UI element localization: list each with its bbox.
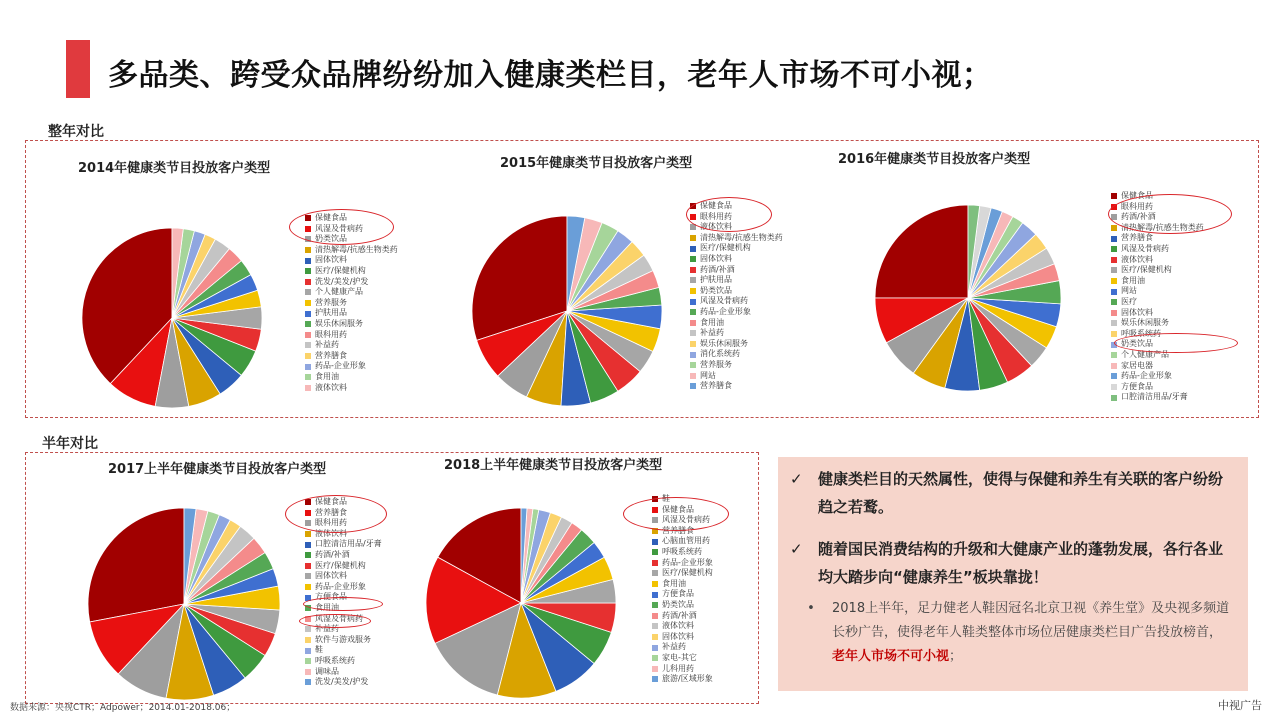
highlight-ring-2015 (686, 197, 772, 232)
legend-label: 食用油 (315, 371, 339, 381)
legend-swatch (690, 309, 696, 315)
legend-label: 奶类饮品 (1121, 339, 1153, 349)
data-source: 数据来源：央视CTR；Adpower；2014.01-2018.06； (10, 703, 236, 713)
chart-title-2017h1: 2017上半年健康类节目投放客户类型 (108, 462, 327, 477)
legend-item (690, 381, 783, 392)
legend-label: 医疗/保健机构 (700, 243, 751, 253)
legend-label: 呼吸系统药 (1121, 328, 1161, 338)
legend-swatch (1111, 267, 1117, 273)
legend-label: 营养膳食 (1121, 233, 1153, 243)
chart-title-2018h1: 2018上半年健康类节目投放客户类型 (444, 458, 663, 473)
legend-item (690, 371, 783, 382)
legend-swatch (1111, 193, 1117, 199)
legend-label: 消化系统药 (700, 349, 740, 359)
pie-chart-2016 (875, 205, 1061, 391)
title-accent-bar (66, 40, 90, 98)
legend-label: 液体饮料 (1121, 254, 1153, 264)
legend-swatch (1111, 299, 1117, 305)
legend-item (305, 667, 382, 678)
legend-item (652, 589, 713, 600)
legend-label: 医疗 (1121, 296, 1137, 306)
legend-label: 娱乐休闲服务 (315, 318, 363, 328)
legend-label: 方便食品 (315, 592, 347, 602)
section-label-full-year: 整年对比 (48, 124, 104, 140)
legend-swatch (690, 235, 696, 241)
legend-label: 药品-企业形象 (700, 306, 751, 316)
legend-label: 眼科用药 (315, 518, 347, 528)
legend-swatch (305, 279, 311, 285)
legend-swatch (305, 669, 311, 675)
legend-swatch (305, 626, 311, 632)
chart-title-2014: 2014年健康类节目投放客户类型 (78, 161, 271, 176)
legend-swatch (690, 383, 696, 389)
legend-item (652, 579, 713, 590)
legend-label: 药酒/补酒 (1121, 212, 1156, 222)
legend-swatch (305, 658, 311, 664)
legend-swatch (690, 373, 696, 379)
legend-label: 奶类饮品 (700, 285, 732, 295)
legend-swatch (305, 563, 311, 569)
legend-swatch (305, 364, 311, 370)
legend-swatch (305, 332, 311, 338)
legend-item (652, 611, 713, 622)
legend-label: 保健食品 (315, 213, 347, 222)
legend-item (652, 600, 713, 611)
legend-label: 保健食品 (700, 201, 732, 210)
legend-item (1111, 244, 1204, 255)
chart-title-2015: 2015年健康类节目投放客户类型 (500, 156, 693, 171)
check-mark-icon: ✓ (790, 470, 803, 488)
insight-sub-text (832, 597, 1234, 669)
legend-label: 营养膳食 (700, 381, 732, 391)
legend-swatch (690, 320, 696, 326)
legend-item (652, 674, 713, 685)
legend-swatch (1111, 320, 1117, 326)
legend-swatch (305, 573, 311, 579)
legend-swatch (305, 268, 311, 274)
highlight-ring-2018h1 (623, 497, 729, 531)
legend-swatch (652, 634, 658, 640)
legend-swatch (1111, 331, 1117, 337)
legend-item (305, 266, 398, 277)
legend-label: 洗发/美发/护发 (315, 276, 369, 286)
legend-label: 营养膳食 (315, 507, 347, 517)
legend-label: 药品-企业形象 (662, 557, 713, 567)
legend-label: 药品-企业形象 (315, 581, 366, 591)
legend-swatch (305, 531, 311, 537)
legend-label: 清热解毒/抗感生物类药 (315, 244, 398, 254)
legend-swatch (305, 321, 311, 327)
legend-swatch (1111, 236, 1117, 242)
legend-swatch (305, 353, 311, 359)
legend-label: 洗发/美发/护发 (315, 677, 369, 687)
legend-swatch (305, 374, 311, 380)
brand-name: 中视广告 (1218, 699, 1262, 712)
legend-item (305, 550, 382, 561)
legend-item (690, 233, 783, 244)
legend-swatch (1111, 246, 1117, 252)
legend-swatch (305, 247, 311, 253)
legend-label: 补益药 (315, 340, 339, 350)
legend-item (305, 245, 398, 256)
legend-swatch (305, 289, 311, 295)
legend-swatch (305, 385, 311, 391)
insight-text-2: 随着国民消费结构的升级和大健康产业的蓬勃发展，各行各业均大踏步向“健康养生”板块靠拢！ (818, 540, 1224, 586)
legend-item (305, 361, 398, 372)
legend-label: 医疗/保健机构 (315, 265, 366, 275)
bullet-dot-icon: • (807, 601, 815, 616)
legend-label: 奶类饮品 (662, 599, 694, 609)
legend-item (690, 286, 783, 297)
legend-label: 鞋 (315, 645, 323, 655)
check-mark-icon: ✓ (790, 540, 803, 558)
legend-label: 食用油 (315, 602, 339, 612)
legend-label: 口腔清洁用品/牙膏 (315, 539, 382, 549)
legend-swatch (690, 341, 696, 347)
legend-label: 医疗/保健机构 (1121, 265, 1172, 275)
legend-swatch (1111, 225, 1117, 231)
legend-label: 眼科用药 (1121, 201, 1153, 211)
legend-label: 风湿及骨病药 (1121, 243, 1169, 253)
legend-label: 娱乐休闲服务 (1121, 318, 1169, 328)
insight-box (778, 457, 1248, 691)
legend-label: 风湿及骨病药 (700, 296, 748, 306)
legend-item (1111, 382, 1204, 393)
legend-label: 补益药 (662, 642, 686, 652)
legend-swatch (652, 602, 658, 608)
legend-item (305, 351, 398, 362)
legend-item (690, 296, 783, 307)
legend-swatch (305, 648, 311, 654)
legend-label: 心脑血管用药 (662, 536, 710, 546)
sub-text-end: ； (949, 649, 963, 664)
legend-label: 眼科用药 (700, 211, 732, 221)
legend-item (1111, 265, 1204, 276)
legend-label: 呼吸系统药 (662, 546, 702, 556)
legend-label: 药品-企业形象 (1121, 371, 1172, 381)
legend-swatch (1111, 257, 1117, 263)
legend-item (305, 372, 398, 383)
legend-item (1111, 276, 1204, 287)
legend-swatch (690, 299, 696, 305)
insight-text-1: 健康类栏目的天然属性，使得与保健和养生有关联的客户纷纷趋之若鹜。 (818, 470, 1224, 516)
legend-label: 药品-企业形象 (315, 361, 366, 371)
legend-swatch (1111, 278, 1117, 284)
legend-swatch (652, 592, 658, 598)
insight-sub-bullet (790, 597, 1234, 669)
highlight-ring-2017h1-bottom (299, 614, 371, 628)
legend-label: 方便食品 (662, 589, 694, 599)
insight-bullet-2 (790, 535, 1234, 591)
legend-label: 个人健康产品 (315, 287, 363, 297)
legend-swatch (690, 256, 696, 262)
legend-label: 营养服务 (315, 297, 347, 307)
legend-item (305, 645, 382, 656)
legend-item (305, 287, 398, 298)
legend-item (305, 319, 398, 330)
legend-label: 清热解毒/抗感生物类药 (700, 232, 783, 242)
page-title: 多品类、跨受众品牌纷纷加入健康类栏目，老年人市场不可小视； (108, 58, 993, 93)
legend-item (305, 635, 382, 646)
legend-label: 液体饮料 (700, 222, 732, 232)
legend-label: 呼吸系统药 (315, 655, 355, 665)
legend-label: 口腔清洁用品/牙膏 (1121, 392, 1188, 402)
legend-swatch (652, 655, 658, 661)
legend-item (652, 664, 713, 675)
legend-label: 眼科用药 (315, 329, 347, 339)
legend-swatch (1111, 289, 1117, 295)
legend-label: 保健食品 (1121, 191, 1153, 200)
legend-swatch (305, 300, 311, 306)
legend-item (1111, 297, 1204, 308)
legend-item (690, 339, 783, 350)
legend-item (690, 265, 783, 276)
legend-item (652, 642, 713, 653)
legend-item (1111, 286, 1204, 297)
legend-swatch (652, 560, 658, 566)
legend-swatch (652, 549, 658, 555)
legend-item (652, 536, 713, 547)
legend-item (305, 539, 382, 550)
legend-label: 保健食品 (315, 497, 347, 506)
section-label-half-year: 半年对比 (42, 436, 98, 452)
pie-chart-2018h1 (426, 508, 616, 698)
legend-label: 补益药 (315, 624, 339, 634)
highlight-ring-2016-bottom (1114, 333, 1238, 353)
legend-swatch (652, 645, 658, 651)
pie-slice (875, 205, 968, 298)
legend-item (652, 653, 713, 664)
legend-swatch (305, 258, 311, 264)
legend-label: 家居电器 (1121, 360, 1153, 370)
legend-label: 营养服务 (700, 359, 732, 369)
legend-label: 补益药 (700, 328, 724, 338)
legend-label: 食用油 (700, 317, 724, 327)
legend-item (305, 677, 382, 688)
legend-label: 个人健康产品 (1121, 349, 1169, 359)
legend-item (1111, 255, 1204, 266)
highlight-ring-2017h1-top (285, 495, 387, 533)
legend-swatch (305, 637, 311, 643)
legend-item (305, 571, 382, 582)
legend-swatch (690, 330, 696, 336)
legend-label: 固体饮料 (315, 571, 347, 581)
legend-label: 固体饮料 (700, 253, 732, 263)
legend-label: 护肤用品 (700, 275, 732, 285)
legend-label: 网站 (700, 370, 716, 380)
legend-swatch (652, 676, 658, 682)
legend-label: 鞋 (662, 494, 670, 503)
legend-item (305, 383, 398, 394)
sub-text-highlight: 老年人市场不可小视 (832, 649, 950, 664)
legend-swatch (305, 342, 311, 348)
legend-label: 护肤用品 (315, 308, 347, 318)
legend-item (652, 547, 713, 558)
legend-label: 儿科用药 (662, 663, 694, 673)
legend-label: 风湿及骨病药 (315, 613, 363, 623)
legend-swatch (1111, 373, 1117, 379)
legend-item (652, 632, 713, 643)
legend-label: 娱乐休闲服务 (700, 338, 748, 348)
legend-item (1111, 233, 1204, 244)
legend-label: 药酒/补酒 (662, 610, 697, 620)
legend-item (305, 656, 382, 667)
legend-label: 固体饮料 (1121, 307, 1153, 317)
legend-swatch (1111, 310, 1117, 316)
legend-swatch (652, 623, 658, 629)
legend-item (652, 558, 713, 569)
insight-bullet-1 (790, 465, 1234, 521)
legend-swatch (305, 552, 311, 558)
legend-label: 清热解毒/抗感生物类药 (1121, 222, 1204, 232)
legend-label: 保健食品 (662, 504, 694, 514)
legend-label: 风湿及骨病药 (662, 515, 710, 525)
highlight-ring-2016-top (1108, 194, 1232, 234)
legend-label: 营养膳食 (315, 350, 347, 360)
legend-label: 网站 (1121, 286, 1137, 296)
legend-swatch (690, 362, 696, 368)
legend-label: 固体饮料 (315, 255, 347, 265)
legend-swatch (652, 581, 658, 587)
legend-item (690, 243, 783, 254)
legend-swatch (652, 570, 658, 576)
pie-chart-2015 (472, 216, 662, 406)
legend-label: 液体饮料 (315, 528, 347, 538)
legend-swatch (690, 267, 696, 273)
legend-swatch (652, 613, 658, 619)
legend-label: 药酒/补酒 (315, 549, 350, 559)
chart-title-2016: 2016年健康类节目投放客户类型 (838, 152, 1031, 167)
legend-swatch (690, 277, 696, 283)
legend-item (305, 340, 398, 351)
legend-item (1111, 371, 1204, 382)
sub-text-body: 2018上半年，足力健老人鞋因冠名北京卫视《养生堂》及央视多频道长秒广告，使得老年人鞋类整体市场位居健康类栏目广告投放榜首， (832, 601, 1230, 640)
legend-item (690, 360, 783, 371)
pie-slice (88, 508, 184, 622)
legend-label: 食用油 (662, 578, 686, 588)
highlight-ring-2017h1-mid (303, 597, 383, 611)
legend-swatch (305, 311, 311, 317)
legend-swatch (305, 584, 311, 590)
legend-item (305, 255, 398, 266)
pie-chart-2014 (82, 228, 262, 408)
legend-swatch (1111, 352, 1117, 358)
legend-label: 液体饮料 (662, 621, 694, 631)
legend-label: 调味品 (315, 666, 339, 676)
legend-label: 食用油 (1121, 275, 1145, 285)
legend-label: 固体饮料 (662, 631, 694, 641)
highlight-ring-2014 (289, 209, 394, 245)
legend-item (652, 568, 713, 579)
legend-item (1111, 318, 1204, 329)
legend-item (690, 307, 783, 318)
legend-item (690, 254, 783, 265)
legend-swatch (690, 352, 696, 358)
legend-label: 方便食品 (1121, 381, 1153, 391)
legend-item (305, 298, 398, 309)
legend-item (305, 561, 382, 572)
legend-item (652, 621, 713, 632)
legend-item (690, 349, 783, 360)
legend-swatch (1111, 384, 1117, 390)
legend-label: 风湿及骨病药 (315, 223, 363, 233)
legend-swatch (652, 666, 658, 672)
legend-swatch (305, 679, 311, 685)
legend-item (1111, 392, 1204, 403)
legend-item (690, 318, 783, 329)
legend-swatch (652, 539, 658, 545)
legend-label: 液体饮料 (315, 382, 347, 392)
legend-swatch (305, 542, 311, 548)
legend-item (305, 330, 398, 341)
legend-item (690, 275, 783, 286)
pie-chart-2017h1 (88, 508, 280, 700)
legend-item (1111, 308, 1204, 319)
legend-swatch (1111, 363, 1117, 369)
legend-swatch (690, 288, 696, 294)
legend-label: 奶类饮品 (315, 234, 347, 244)
legend-label: 旅游/区域形象 (662, 674, 713, 684)
legend-label: 医疗/保健机构 (662, 568, 713, 578)
legend-swatch (690, 246, 696, 252)
legend-item (305, 308, 398, 319)
legend-item (1111, 361, 1204, 372)
legend-item (305, 582, 382, 593)
legend-label: 药酒/补酒 (700, 264, 735, 274)
legend-label: 营养膳食 (662, 525, 694, 535)
legend-item (305, 277, 398, 288)
legend-item (690, 328, 783, 339)
legend-swatch (1111, 395, 1117, 401)
legend-label: 医疗/保健机构 (315, 560, 366, 570)
legend-label: 软件与游戏服务 (315, 634, 371, 644)
legend-label: 家电-其它 (662, 652, 697, 662)
